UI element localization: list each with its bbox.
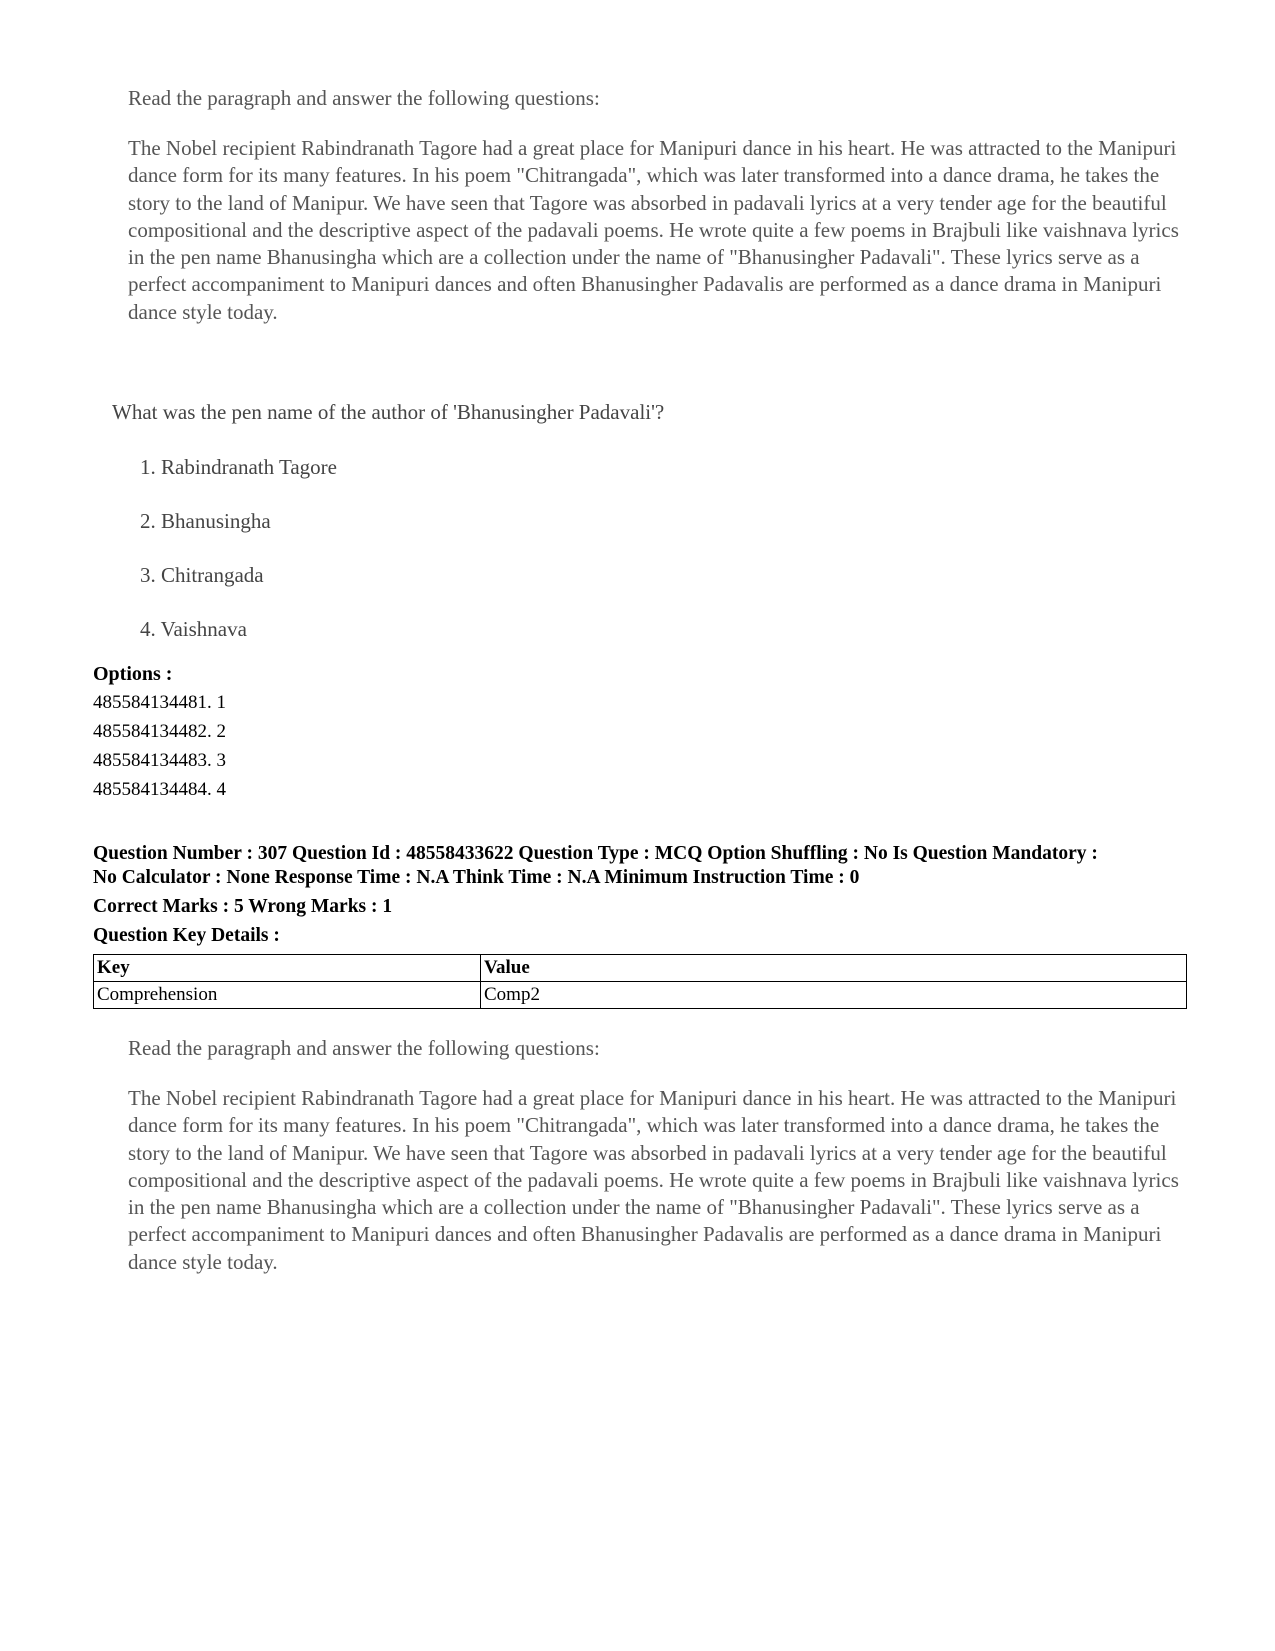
- marks-line: Correct Marks : 5 Wrong Marks : 1: [93, 896, 393, 917]
- option-id: 485584134484. 4: [93, 779, 226, 800]
- choice-item: 2. Bhanusingha: [140, 509, 271, 533]
- option-id: 485584134482. 2: [93, 721, 226, 742]
- passage-instruction: Read the paragraph and answer the following questions:: [128, 1036, 600, 1060]
- table-cell: Comp2: [481, 982, 1187, 1009]
- passage-instruction: Read the paragraph and answer the following questions:: [128, 86, 600, 110]
- passage-image-1: [128, 86, 1188, 326]
- table-header-cell: Value: [481, 955, 1187, 982]
- passage-paragraph: The Nobel recipient Rabindranath Tagore had a great place for Manipuri dance in his heart. He was attracted to the Manipuri dance form for its many features. In his poem "Chitrangada", which was later transformed into a dance drama, he takes the story to the land of Manipur. We have seen that Tagore was absorbed in padavali lyrics at a very tender age for the beautiful compositional and the descriptive aspect of the padavali poems. He wrote quite a few poems in Brajbuli like vaishnava lyrics in the pen name Bhanusingha which are a collection under the name of "Bhanusingher Padavali". These lyrics serve as a perfect accompaniment to Manipuri dances and often Bhanusingher Padavalis are performed as a dance drama in Manipuri dance style today.: [128, 136, 1179, 324]
- passage-image-2: [128, 1036, 1188, 1276]
- option-id: 485584134481. 1: [93, 692, 226, 713]
- question-meta-line-1: Question Number : 307 Question Id : 48558433622 Question Type : MCQ Option Shuffling : No Is Question Mandatory :: [93, 843, 1098, 864]
- table-row: [94, 982, 1187, 1009]
- question-meta-line-2: No Calculator : None Response Time : N.A Think Time : N.A Minimum Instruction Time : 0: [93, 867, 860, 888]
- key-details-table: [93, 954, 1187, 1009]
- key-details-label: Question Key Details :: [93, 925, 280, 946]
- question-text: What was the pen name of the author of 'Bhanusingher Padavali'?: [112, 400, 665, 424]
- choice-item: 4. Vaishnava: [140, 617, 247, 641]
- choice-item: 1. Rabindranath Tagore: [140, 455, 337, 479]
- passage-paragraph: The Nobel recipient Rabindranath Tagore had a great place for Manipuri dance in his heart. He was attracted to the Manipuri dance form for its many features. In his poem "Chitrangada", which was later transformed into a dance drama, he takes the story to the land of Manipur. We have seen that Tagore was absorbed in padavali lyrics at a very tender age for the beautiful compositional and the descriptive aspect of the padavali poems. He wrote quite a few poems in Brajbuli like vaishnava lyrics in the pen name Bhanusingha which are a collection under the name of "Bhanusingher Padavali". These lyrics serve as a perfect accompaniment to Manipuri dances and often Bhanusingher Padavalis are performed as a dance drama in Manipuri dance style today.: [128, 1086, 1179, 1274]
- choice-item: 3. Chitrangada: [140, 563, 264, 587]
- table-header-cell: Key: [94, 955, 481, 982]
- table-cell: Comprehension: [94, 982, 481, 1009]
- options-label: Options :: [93, 663, 173, 685]
- table-header-row: [94, 955, 1187, 982]
- option-id: 485584134483. 3: [93, 750, 226, 771]
